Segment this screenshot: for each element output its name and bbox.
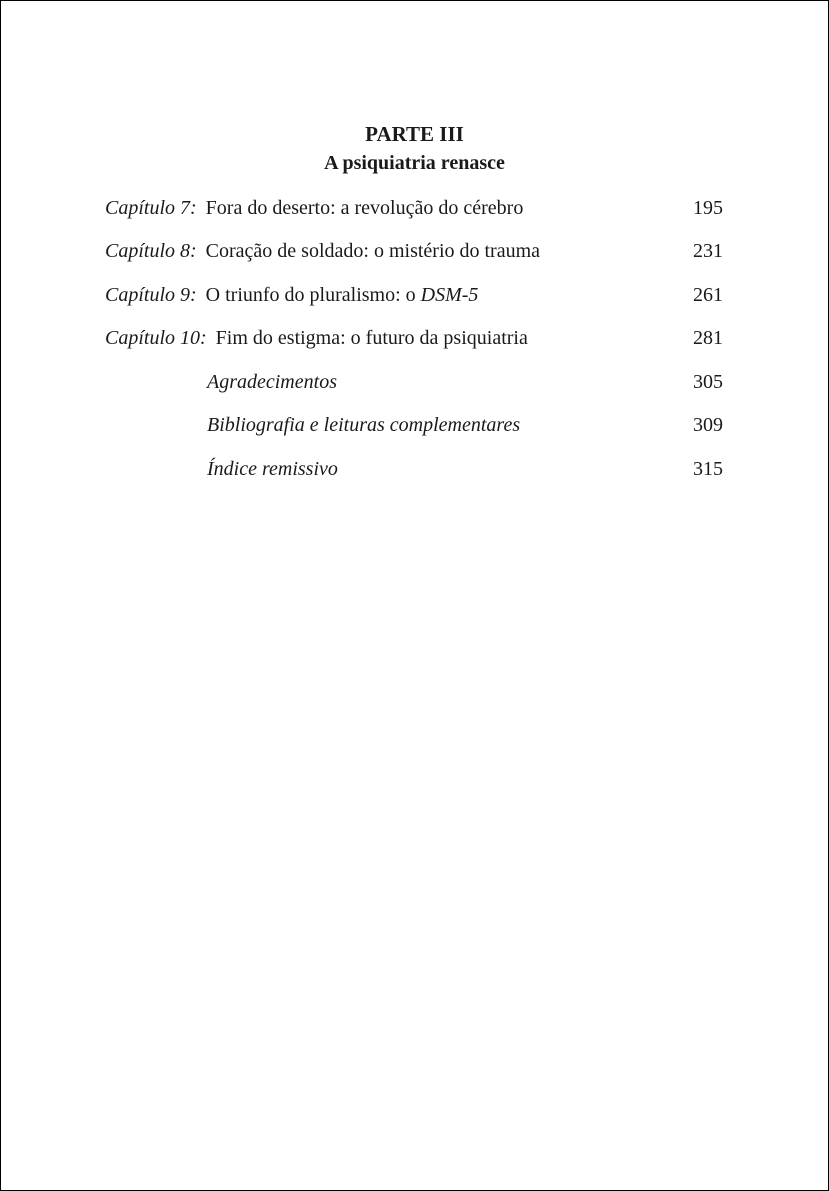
- chapter-title: Fora do deserto: a revolução do cérebro: [205, 197, 524, 219]
- chapter-title: Fim do estigma: o futuro da psiquiatria: [215, 327, 528, 349]
- chapter-label: Capítulo 7:: [105, 197, 197, 219]
- chapter-title-text: O triunfo do pluralismo: o: [205, 284, 416, 306]
- toc-entry-text: [105, 193, 523, 223]
- toc-entry-chapter-10: [105, 323, 723, 353]
- part-number: PARTE III: [365, 122, 464, 146]
- chapter-label: Capítulo 8:: [105, 240, 197, 262]
- toc-entry-index: [105, 454, 723, 484]
- page-number: 315: [693, 458, 723, 480]
- page-number: 281: [693, 327, 723, 349]
- chapter-title: Coração de soldado: o mistério do trauma: [205, 240, 541, 262]
- page-number: 305: [693, 371, 723, 393]
- toc-entry-text: [105, 236, 540, 266]
- back-matter-title: Índice remissivo: [207, 458, 338, 480]
- back-matter-title: Agradecimentos: [207, 371, 337, 393]
- page-number: 309: [693, 414, 723, 436]
- page-number: 231: [693, 240, 723, 262]
- toc-entry-text: [105, 280, 478, 310]
- back-matter-title: Bibliografia e leituras complementares: [207, 414, 521, 436]
- toc-entry-bibliography: [105, 410, 723, 440]
- page-number: 195: [693, 197, 723, 219]
- toc-entry-acknowledgements: [105, 367, 723, 397]
- page-number: 261: [693, 284, 723, 306]
- toc-entry-chapter-9: [105, 280, 723, 310]
- chapter-title: [206, 284, 479, 306]
- toc-entry-chapter-7: [105, 193, 723, 223]
- chapter-title-emphasis: DSM-5: [420, 284, 479, 306]
- chapter-label: Capítulo 10:: [105, 327, 207, 349]
- chapter-label: Capítulo 9:: [105, 284, 197, 306]
- toc-entry-chapter-8: [105, 236, 723, 266]
- toc-entry-text: [105, 323, 528, 353]
- part-title: A psiquiatria renasce: [324, 152, 505, 174]
